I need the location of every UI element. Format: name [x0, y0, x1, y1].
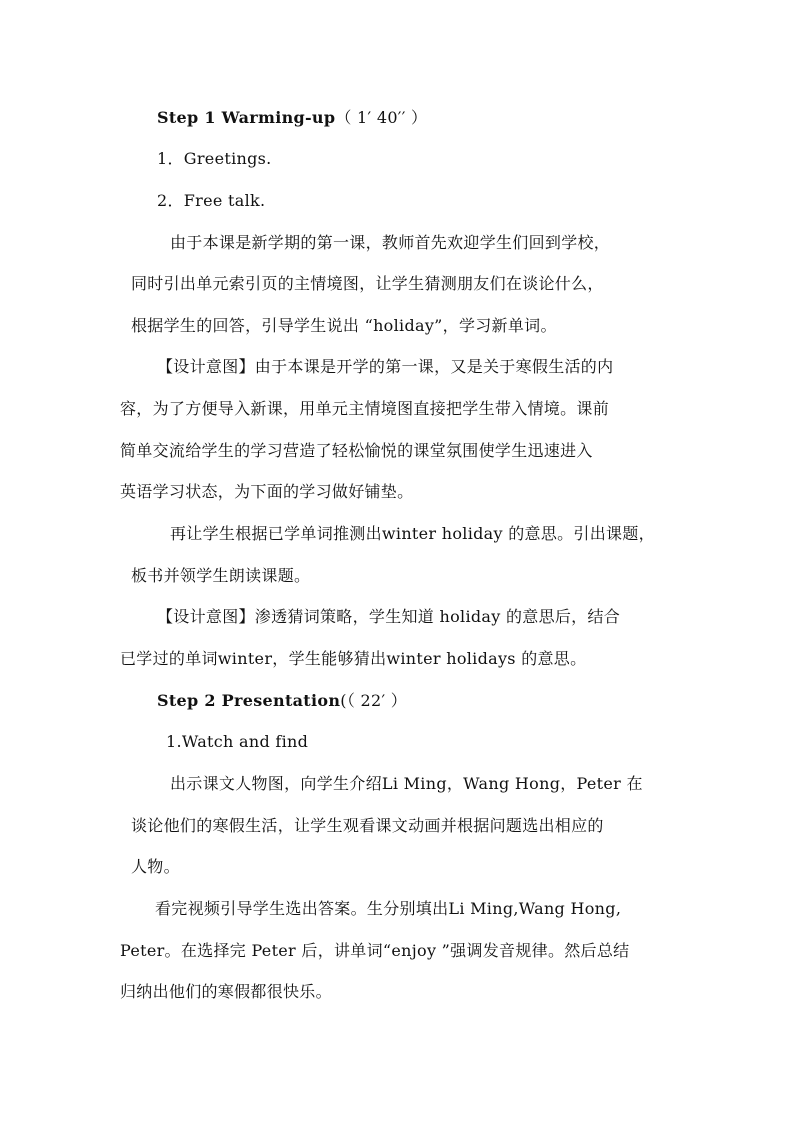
- step1-heading-line: [157, 106, 427, 130]
- step1-intent1-line2: 容，为了方便导入新课，用单元主情境图直接把学生带入情境。课前: [120, 399, 610, 418]
- step1-intent1-line4: 英语学习状态，为下面的学习做好铺垫。: [120, 482, 414, 501]
- step2-para1-line2: 谈论他们的寒假生活，让学生观看课文动画并根据问题选出相应的: [131, 816, 604, 835]
- step2-heading-line: [157, 689, 407, 713]
- step1-item-greetings: 1．Greetings.: [157, 149, 272, 168]
- step1-para2-line2: 板书并领学生朗读课题。: [131, 566, 311, 585]
- step2-para2-line3: 归纳出他们的寒假都很快乐。: [120, 982, 332, 1001]
- step1-intent1-line1: 【设计意图】由于本课是开学的第一课，又是关于寒假生活的内: [157, 357, 614, 376]
- step2-para2-line1: 看完视频引导学生选出答案。生分别填出Li Ming,Wang Hong,: [155, 899, 622, 918]
- step2-item-watch-and-find: 1.Watch and find: [166, 732, 309, 751]
- step1-para1-line1: 由于本课是新学期的第一课，教师首先欢迎学生们回到学校，: [170, 233, 611, 252]
- step1-intent2-line1: 【设计意图】渗透猜词策略，学生知道 holiday 的意思后，结合: [157, 607, 621, 626]
- step2-para1-line1: 出示课文人物图，向学生介绍Li Ming，Wang Hong，Peter 在: [170, 774, 643, 793]
- step1-para1-line3: 根据学生的回答，引导学生说出 “holiday”，学习新单词。: [131, 316, 557, 335]
- step1-para1-line2: 同时引出单元索引页的主情境图，让学生猜测朋友们在谈论什么，: [131, 274, 604, 293]
- step1-heading: Step 1 Warming-up: [157, 108, 336, 127]
- step1-time: （ 1′ 40′′ ）: [335, 108, 428, 127]
- step1-intent2-line2: 已学过的单词winter，学生能够猜出winter holidays 的意思。: [120, 649, 587, 668]
- step2-time: (（ 22′ ）: [340, 691, 408, 710]
- step1-item-free-talk: 2．Free talk.: [157, 191, 266, 210]
- step2-para1-line3: 人物。: [131, 857, 180, 876]
- step1-intent1-line3: 简单交流给学生的学习营造了轻松愉悦的课堂氛围使学生迅速进入: [120, 441, 593, 460]
- step2-para2-line2: Peter。在选择完 Peter 后，讲单词“enjoy ”强调发音规律。然后总结: [120, 941, 630, 960]
- step2-heading: Step 2 Presentation: [157, 691, 341, 710]
- step1-para2-line1: 再让学生根据已学单词推测出winter holiday 的意思。引出课题，: [170, 524, 655, 543]
